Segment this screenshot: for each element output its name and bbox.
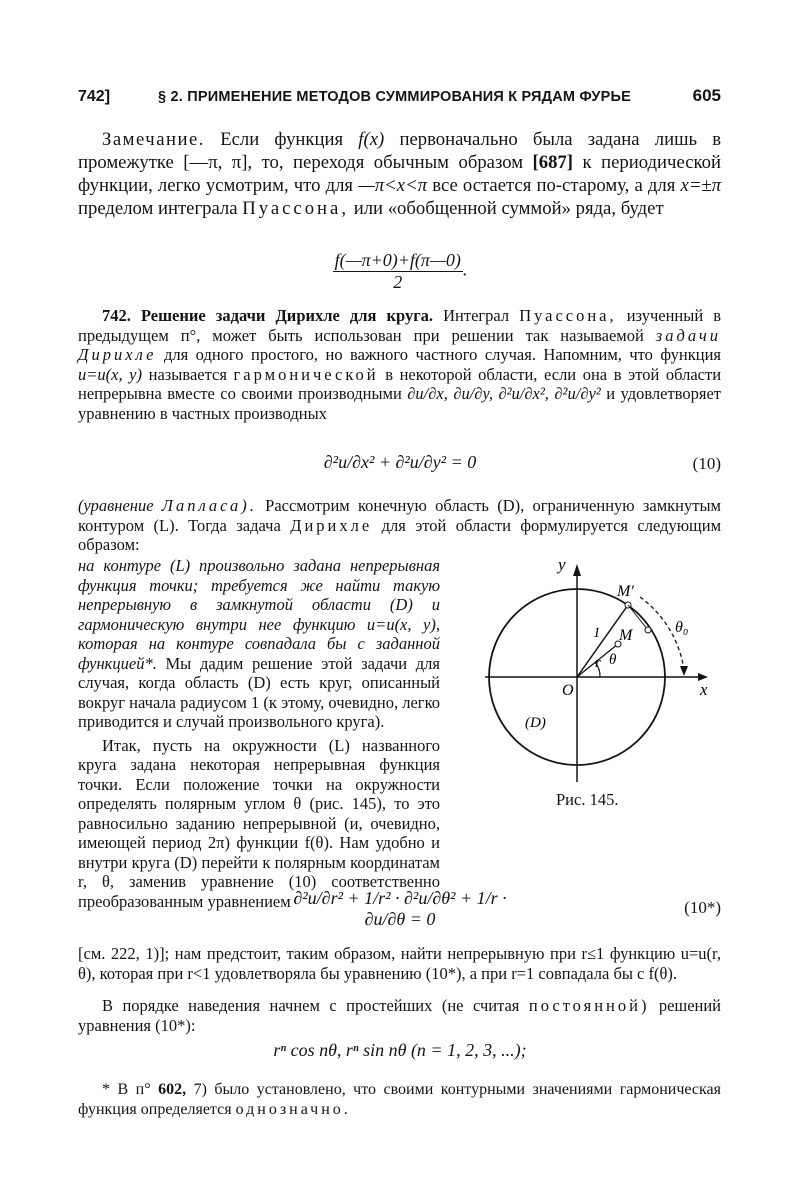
label-M: M	[619, 627, 633, 644]
point-on-contour	[645, 627, 651, 633]
equation-10: ∂²u/∂x² + ∂²u/∂y² = 0	[323, 452, 477, 472]
label-theta: θ	[609, 652, 617, 668]
label-r: r	[595, 655, 601, 671]
section-title: Решение задачи Дирихле для круга.	[140, 306, 434, 325]
circle-diagram	[470, 552, 720, 792]
label-M-prime: M′	[617, 583, 634, 600]
remark-formula: $\frac{f(—\pi+0)+f(\pi—0)}{2}$ .	[334, 250, 468, 292]
dirichlet-statement: на контуре (L) произвольно задана непрерывная функция точки; требуется же найти такую непрерывную в замкнутой области (D) и гармоническую внутри нее функцию u=u(x, y), которая на контуре совпадала бы с заданной функцией*.	[78, 556, 440, 673]
label-D: (D)	[525, 715, 546, 731]
theta0-arrow-icon	[680, 666, 688, 676]
header-title: § 2. ПРИМЕНЕНИЕ МЕТОДОВ СУММИРОВАНИЯ К РЯДАМ ФУРЬЕ	[158, 89, 631, 105]
y-axis-arrow-icon	[573, 564, 581, 576]
footnote: * В п° 602, 7) было установлено, что своими контурными значениями гармоническая функция определяется однозначно.	[78, 1081, 722, 1118]
para-continuous: [см. 222, 1)]; нам предстоит, таким образом, найти непрерывную при r≤1 функцию u=u(r, θ), которая при r<1 удовлетворяла бы уравнению (10*), а при r=1 совпадала бы с f(θ).	[78, 944, 721, 983]
section-number: 742.	[102, 306, 131, 325]
header-section-ref: 742]	[78, 88, 111, 105]
remark-paragraph: Замечание. Если функция f(x) первоначально была задана лишь в промежутке [—π, π], то, переходя обычным образом [687] к периодической функции, легко усмотрим, что для —π<x<π все остается по-старому, а для x=±π пределом интеграла Пуассона, или «обобщенной суммой» ряда, будет	[78, 129, 722, 219]
cross-ref: [687]	[532, 152, 574, 173]
equation-10-star: ∂²u/∂r² + 1/r² · ∂²u/∂θ² + 1/r · ∂u/∂θ = 0	[293, 888, 507, 929]
para-polar: Итак, пусть на окружности (L) названного круга задана некоторая непрерывная функция точки. Если положение точки на окружности определять полярным углом θ (рис. 145), то это равносильно заданию непрерывной (и, очевидно, имеющей период 2π) функции f(θ). Нам удобно и внутри круга (D) перейти к полярным координатам r, θ, заменив уравнение (10) соответственно преобразованным уравнением	[78, 735, 440, 911]
section-742-intro: 742. Решение задачи Дирихле для круга. Интеграл Пуассона, изученный в предыдущем п°, может быть использован при решении так называемой задачи Дирихле для одного простого, но важного частного случая. Напомним, что функция u=u(x, y) называется гармонической в некоторой области, если она в этой области непрерывна вместе со своими производными ∂u/∂x, ∂u/∂y, ∂²u/∂x², ∂²u/∂y² и удовлетворяет уравнению в частных производных	[78, 306, 722, 423]
equation-10-star-number: (10*)	[684, 898, 721, 917]
label-one: 1	[593, 625, 601, 641]
formula-solutions: rⁿ cos nθ, rⁿ sin nθ (n = 1, 2, 3, ...);	[273, 1040, 527, 1060]
laplace-paragraph-side: на контуре (L) произвольно задана непрерывная функция точки; требуется же найти такую непрерывную в замкнутой области (D) и гармоническую внутри нее функцию u=u(x, y), которая на контуре совпадала бы с заданной функцией*. Мы дадим решение этой задачи для случая, когда область (D) есть круг, описанный вокруг начала радиусом 1 (к этому, очевидно, легко приводится и случай произвольного круга). Итак, пусть на окружности (L) названного круга задана некоторая непрерывная функция точки. Если положение точки на окружности определять полярным углом θ (рис. 145), то это равносильно заданию непрерывной (и, очевидно, имеющей период 2π) функции f(θ). Нам удобно и внутри круга (D) перейти к полярным координатам r, θ, заменив уравнение (10) соответственно преобразованным уравнением	[78, 556, 440, 911]
figure-caption: Рис. 145.	[556, 790, 619, 809]
label-theta0: θ₀	[675, 619, 689, 636]
equation-10-number: (10)	[692, 454, 721, 473]
page-number: 605	[692, 86, 721, 105]
label-O: O	[562, 682, 574, 699]
laplace-paragraph-top: (уравнение Лапласа). Рассмотрим конечную область (D), ограниченную замкнутым контуром (L). Тогда задача Дирихле для этой области формулируется следующим образом:	[78, 496, 722, 554]
remark-label: Замечание.	[102, 129, 205, 150]
running-header	[78, 88, 721, 112]
para-simplest: В порядке наведения начнем с простейших (не считая постоянной) решений уравнения (10*):	[78, 996, 722, 1035]
derivatives-list: ∂u/∂x, ∂u/∂y, ∂²u/∂x², ∂²u/∂y²	[407, 384, 601, 403]
label-y: y	[558, 555, 566, 574]
label-x: x	[700, 680, 708, 699]
